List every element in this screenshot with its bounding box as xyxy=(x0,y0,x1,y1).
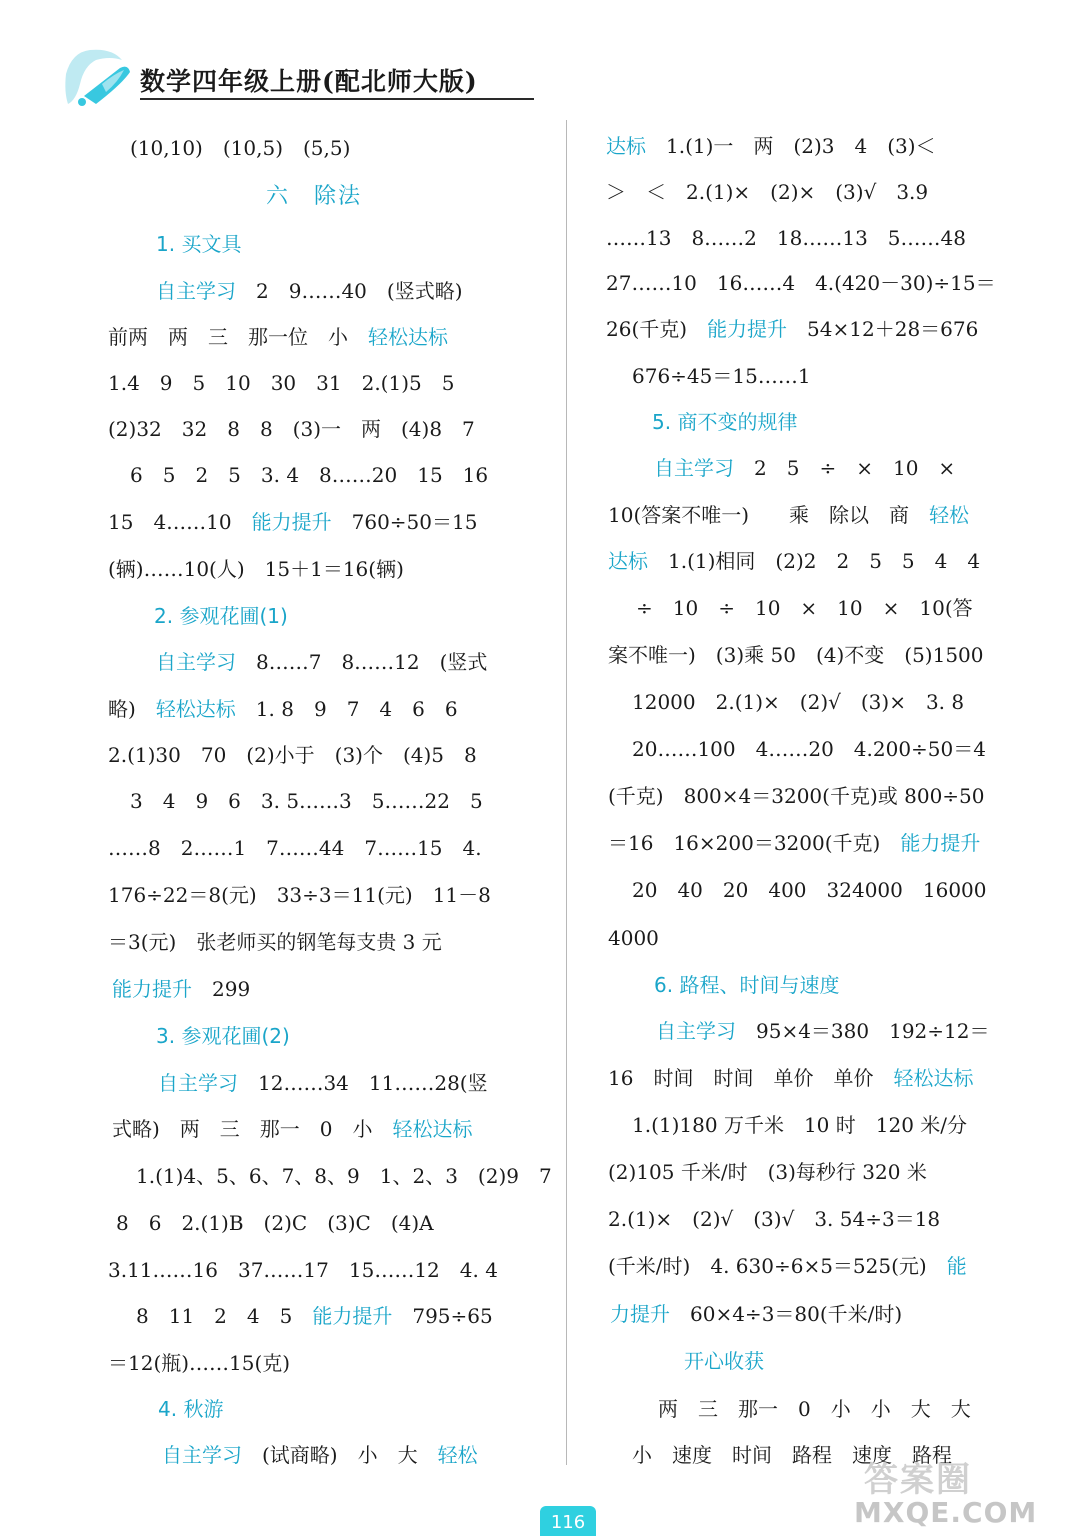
answer-text: 8 11 2 4 5 xyxy=(136,1304,313,1328)
right-line xyxy=(606,315,978,343)
answer-text: ＝3(元) 张老师买的钢笔每支贵 3 元 xyxy=(108,930,442,954)
left-line xyxy=(130,134,350,162)
lesson-heading: 5. 商不变的规律 xyxy=(652,410,798,434)
section-label: 自主学习 xyxy=(156,650,236,674)
answer-text: (2)32 32 8 8 (3)一 两 (4)8 7 xyxy=(108,417,475,441)
answer-text: 20……100 4……20 4.200÷50＝4 xyxy=(632,737,986,761)
left-line xyxy=(108,555,404,583)
right-line xyxy=(608,1205,940,1233)
right-line xyxy=(632,688,964,716)
left-line xyxy=(136,1162,552,1190)
answer-text: 54×12＋28＝676 xyxy=(787,317,979,341)
left-line xyxy=(112,975,250,1003)
answer-text: 3 4 9 6 3. 5……3 5……22 5 xyxy=(130,789,483,813)
left-line xyxy=(158,1395,223,1423)
section-label: 轻松达标 xyxy=(155,697,236,721)
right-line xyxy=(654,454,955,482)
right-line xyxy=(608,1158,927,1186)
answer-text: 6 5 2 5 3. 4 8……20 15 16 xyxy=(130,463,489,487)
right-line xyxy=(610,1300,902,1328)
answer-text: 1.(1)相同 (2)2 2 5 5 4 4 xyxy=(648,549,981,573)
answer-text: 略) xyxy=(108,697,156,721)
answer-text: (试商略) 小 大 xyxy=(242,1443,438,1467)
right-line xyxy=(656,1017,990,1045)
left-line xyxy=(156,230,241,258)
answer-text: 式略) 两 三 那一 0 小 xyxy=(112,1117,393,1141)
answer-text: 2 5 ÷ × 10 × xyxy=(734,456,956,480)
left-line xyxy=(162,1441,478,1469)
answer-text: 10(答案不唯一) 乘 除以 商 xyxy=(608,503,930,527)
section-label: 轻松达标 xyxy=(893,1066,974,1090)
right-line xyxy=(632,876,987,904)
right-line xyxy=(608,1064,973,1092)
right-line xyxy=(652,408,797,436)
section-label: 开心收获 xyxy=(684,1349,764,1373)
left-line xyxy=(108,1256,498,1284)
answer-text: 95×4＝380 192÷12＝ xyxy=(736,1019,990,1043)
answer-text: ……8 2……1 7……44 7……15 4. xyxy=(108,836,482,860)
section-label: 自主学习 xyxy=(156,279,236,303)
right-line xyxy=(606,132,936,160)
answer-text: 676÷45＝15……1 xyxy=(632,364,811,388)
section-label: 轻松达标 xyxy=(392,1117,473,1141)
watermark-url: MXQE.COM xyxy=(854,1496,1038,1529)
right-line xyxy=(608,782,985,810)
right-line xyxy=(608,924,659,952)
answer-text: 760÷50＝15 xyxy=(331,510,478,534)
answer-text: 12000 2.(1)× (2)√ (3)× 3. 8 xyxy=(632,690,965,714)
left-line xyxy=(108,695,458,723)
right-line xyxy=(658,1395,971,1423)
right-line xyxy=(632,362,811,390)
watermark xyxy=(854,1452,1054,1532)
answer-text: (千米/时) 4. 630÷6×5＝525(元) xyxy=(608,1254,947,1278)
section-label: 力提升 xyxy=(610,1302,670,1326)
right-line xyxy=(636,594,973,622)
page-header xyxy=(62,42,502,112)
left-line xyxy=(156,1022,290,1050)
answer-text: (10,10) (10,5) (5,5) xyxy=(130,136,351,160)
section-label: 能力提升 xyxy=(112,977,192,1001)
lesson-heading: 3. 参观花圃(2) xyxy=(156,1024,290,1048)
left-line xyxy=(108,834,482,862)
book-title: 数学四年级上册(配北师大版) xyxy=(140,67,478,96)
answer-text: 两 三 那一 0 小 小 大 大 xyxy=(658,1397,971,1421)
section-label: 能力提升 xyxy=(312,1304,393,1328)
right-line xyxy=(606,178,928,206)
section-label: 自主学习 xyxy=(162,1443,242,1467)
title-underline xyxy=(140,98,534,100)
answer-text: 60×4÷3＝80(千米/时) xyxy=(670,1302,903,1326)
section-label: 轻松 xyxy=(437,1443,478,1467)
left-line xyxy=(156,648,487,676)
section-label: 达标 xyxy=(608,549,648,573)
answer-text: 12……34 11……28(竖 xyxy=(238,1071,488,1095)
left-line xyxy=(108,881,491,909)
answer-text: 1.4 9 5 10 30 31 2.(1)5 5 xyxy=(108,371,455,395)
answer-text: ÷ 10 ÷ 10 × 10 × 10(答 xyxy=(636,596,973,620)
section-label: 达标 xyxy=(606,134,646,158)
right-line xyxy=(608,547,980,575)
answer-text: 299 xyxy=(192,977,251,1001)
answer-text: 26(千克) xyxy=(606,317,708,341)
left-line xyxy=(158,1069,488,1097)
answer-text: 27……10 16……4 4.(420－30)÷15＝ xyxy=(606,271,996,295)
lesson-heading: 2. 参观花圃(1) xyxy=(154,604,288,628)
right-line xyxy=(684,1347,764,1375)
answer-text: 前两 两 三 那一位 小 xyxy=(108,325,368,349)
answer-text: 1. 8 9 7 4 6 6 xyxy=(235,697,458,721)
answer-text: 1.(1)一 两 (2)3 4 (3)＜ xyxy=(646,134,936,158)
answer-text: 1.(1)180 万千米 10 时 120 米/分 xyxy=(632,1113,968,1137)
left-line xyxy=(116,1209,434,1237)
answer-text: (辆)……10(人) 15＋1＝16(辆) xyxy=(108,557,404,581)
left-line xyxy=(266,182,362,210)
answer-text: ……13 8……2 18……13 5……48 xyxy=(606,226,966,250)
answer-text: 小 速度 时间 路程 速度 路程 xyxy=(632,1443,952,1467)
page-number: 116 xyxy=(540,1506,596,1536)
right-line xyxy=(606,269,996,297)
left-line xyxy=(108,508,477,536)
answer-text: 4000 xyxy=(608,926,659,950)
lesson-heading: 6. 路程、时间与速度 xyxy=(654,973,840,997)
right-line xyxy=(608,1252,967,1280)
left-line xyxy=(108,415,475,443)
left-line xyxy=(130,787,483,815)
answer-text: ＝12(瓶)……15(克) xyxy=(108,1351,291,1375)
section-label: 轻松 xyxy=(929,503,970,527)
lesson-heading: 4. 秋游 xyxy=(158,1397,224,1421)
left-line xyxy=(108,741,477,769)
answer-text: 20 40 20 400 324000 16000 xyxy=(632,878,987,902)
answer-text: (2)105 千米/时 (3)每秒行 320 米 xyxy=(608,1160,927,1184)
answer-text: 2 9……40 (竖式略) xyxy=(236,279,463,303)
left-line xyxy=(130,461,488,489)
brush-logo-icon xyxy=(62,44,134,110)
column-divider xyxy=(566,120,567,1465)
answer-text: 2.(1)× (2)√ (3)√ 3. 54÷3＝18 xyxy=(608,1207,941,1231)
answer-text: ＞ ＜ 2.(1)× (2)× (3)√ 3.9 xyxy=(606,180,929,204)
chapter-heading: 六 除法 xyxy=(266,184,363,209)
answer-text: 176÷22＝8(元) 33÷3＝11(元) 11－8 xyxy=(108,883,491,907)
right-line xyxy=(608,501,969,529)
answer-text: 15 4……10 xyxy=(108,510,252,534)
answer-text: (千克) 800×4＝3200(千克)或 800÷50 xyxy=(608,784,985,808)
left-line xyxy=(108,369,454,397)
left-line xyxy=(108,928,442,956)
answer-text: ＝16 16×200＝3200(千克) xyxy=(608,831,901,855)
section-label: 能力提升 xyxy=(707,317,788,341)
left-line xyxy=(156,277,463,305)
section-label: 轻松达标 xyxy=(368,325,448,349)
watermark-brand: 答案圈 xyxy=(864,1460,972,1500)
right-line xyxy=(654,971,839,999)
section-label: 能力提升 xyxy=(251,510,332,534)
section-label: 自主学习 xyxy=(656,1019,736,1043)
lesson-heading: 1. 买文具 xyxy=(156,232,242,256)
answer-text: 795÷65 xyxy=(392,1304,493,1328)
right-line xyxy=(608,641,984,669)
left-line xyxy=(108,323,448,351)
left-line xyxy=(154,602,288,630)
left-line xyxy=(112,1115,473,1143)
answer-text: 2.(1)30 70 (2)小于 (3)个 (4)5 8 xyxy=(108,743,477,767)
section-label: 能力提升 xyxy=(900,831,981,855)
section-label: 能 xyxy=(946,1254,967,1278)
section-label: 自主学习 xyxy=(158,1071,238,1095)
right-line xyxy=(606,224,966,252)
answer-text: 8……7 8……12 (竖式 xyxy=(236,650,488,674)
right-line xyxy=(632,735,986,763)
answer-text: 3.11……16 37……17 15……12 4. 4 xyxy=(108,1258,498,1282)
answer-text: 1.(1)4、5、6、7、8、9 1、2、3 (2)9 7 xyxy=(136,1164,552,1188)
right-line xyxy=(632,1111,967,1139)
answer-text: 8 6 2.(1)B (2)C (3)C (4)A xyxy=(116,1211,434,1235)
right-line xyxy=(608,829,980,857)
left-line xyxy=(136,1302,493,1330)
section-label: 自主学习 xyxy=(654,456,734,480)
answer-text: 16 时间 时间 单价 单价 xyxy=(608,1066,894,1090)
answer-text: 案不唯一) (3)乘 50 (4)不变 (5)1500 xyxy=(608,643,984,667)
left-line xyxy=(108,1349,290,1377)
